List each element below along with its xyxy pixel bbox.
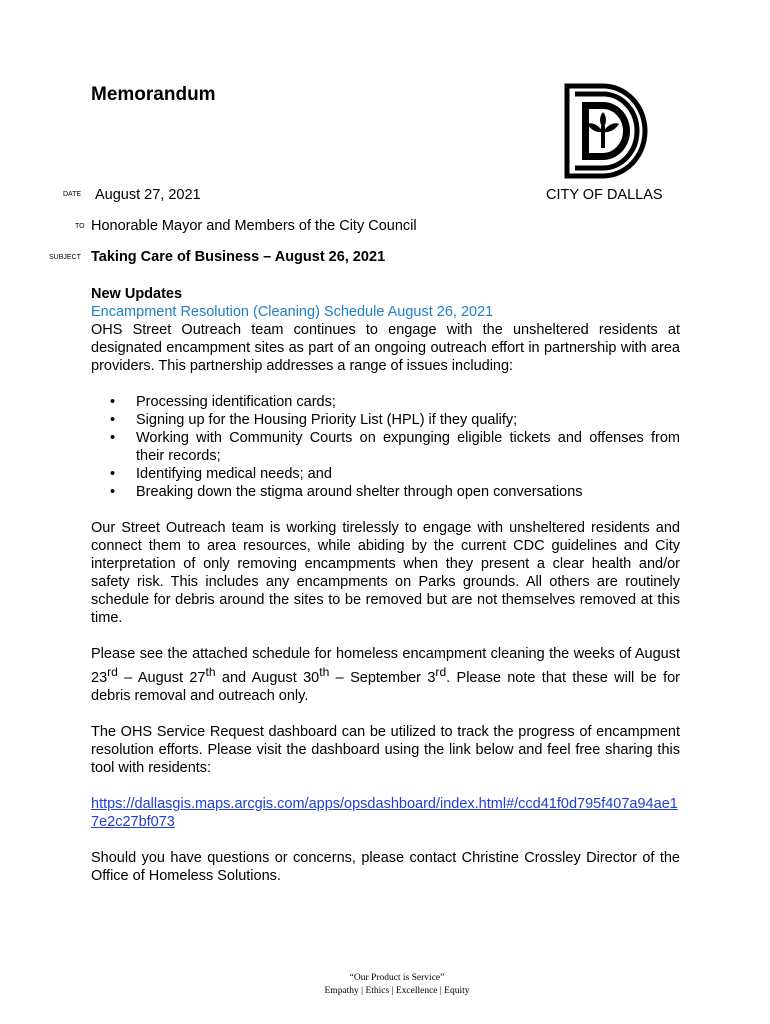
city-of-dallas-logo bbox=[563, 82, 651, 180]
schedule-paragraph: Please see the attached schedule for homeless encampment cleaning the weeks of August 23rd – August 27th and August 30th – September 3rd. Please note that these will be for debris removal and outreach only. bbox=[91, 646, 681, 704]
bullet-icon: • bbox=[110, 430, 116, 446]
list-item: • Signing up for the Housing Priority List (HPL) if they qualify; bbox=[110, 412, 518, 428]
contact-paragraph: Should you have questions or concerns, please contact Christine Crossley Director of the Office of Homeless Solutions. bbox=[91, 849, 680, 884]
to-label: TO bbox=[75, 223, 85, 230]
memo-title: Memorandum bbox=[91, 84, 216, 105]
intro-paragraph: OHS Street Outreach team continues to engage with the unsheltered residents at designated encampment sites as part of an ongoing outreach effort in partnership with area providers. This partnership addresses a range of issues including: bbox=[91, 322, 680, 374]
footer-values: Empathy | Ethics | Excellence | Equity bbox=[324, 986, 470, 996]
outreach-paragraph: Our Street Outreach team is working tirelessly to engage with unsheltered residents and connect them to area resources, while abiding by the current CDC guidelines and City interpretation of only removing encampments when they present a clear health and/or safety risk. This includes any encampments on Parks grounds. All others are routinely schedule for debris around the sites to be removed but are not themselves removed at this time. bbox=[91, 520, 680, 626]
to-value: Honorable Mayor and Members of the City Council bbox=[91, 218, 417, 234]
list-item: • Identifying medical needs; and bbox=[110, 466, 332, 482]
bullet-icon: • bbox=[110, 394, 116, 410]
bullet-icon: • bbox=[110, 466, 116, 482]
dashboard-link[interactable]: https://dallasgis.maps.arcgis.com/apps/opsdashboard/index.html#/ccd41f0d795f407a94ae17e2c27bf073 bbox=[91, 795, 678, 830]
organization-name: CITY OF DALLAS bbox=[546, 187, 663, 203]
memo-body bbox=[91, 285, 680, 885]
list-item: • Working with Community Courts on expunging eligible tickets and offenses from their records; bbox=[110, 430, 680, 464]
section-heading: New Updates bbox=[91, 286, 183, 302]
date-value: August 27, 2021 bbox=[95, 187, 201, 203]
subject-value: Taking Care of Business – August 26, 2021 bbox=[91, 249, 386, 265]
list-item: • Processing identification cards; bbox=[110, 394, 336, 410]
bullet-icon: • bbox=[110, 484, 116, 500]
footer-motto: “Our Product is Service” bbox=[349, 973, 445, 983]
issues-list bbox=[91, 393, 680, 501]
bullet-icon: • bbox=[110, 412, 116, 428]
dashboard-paragraph: The OHS Service Request dashboard can be utilized to track the progress of encampment resolution efforts. Please visit the dashboard using the link below and feel free sharing this tool with residents: bbox=[91, 723, 680, 776]
list-item: • Breaking down the stigma around shelter through open conversations bbox=[110, 484, 583, 500]
footer bbox=[0, 972, 770, 998]
date-label: DATE bbox=[63, 191, 82, 198]
section-subheading: Encampment Resolution (Cleaning) Schedule August 26, 2021 bbox=[91, 304, 494, 320]
subject-label: SUBJECT bbox=[49, 254, 81, 261]
